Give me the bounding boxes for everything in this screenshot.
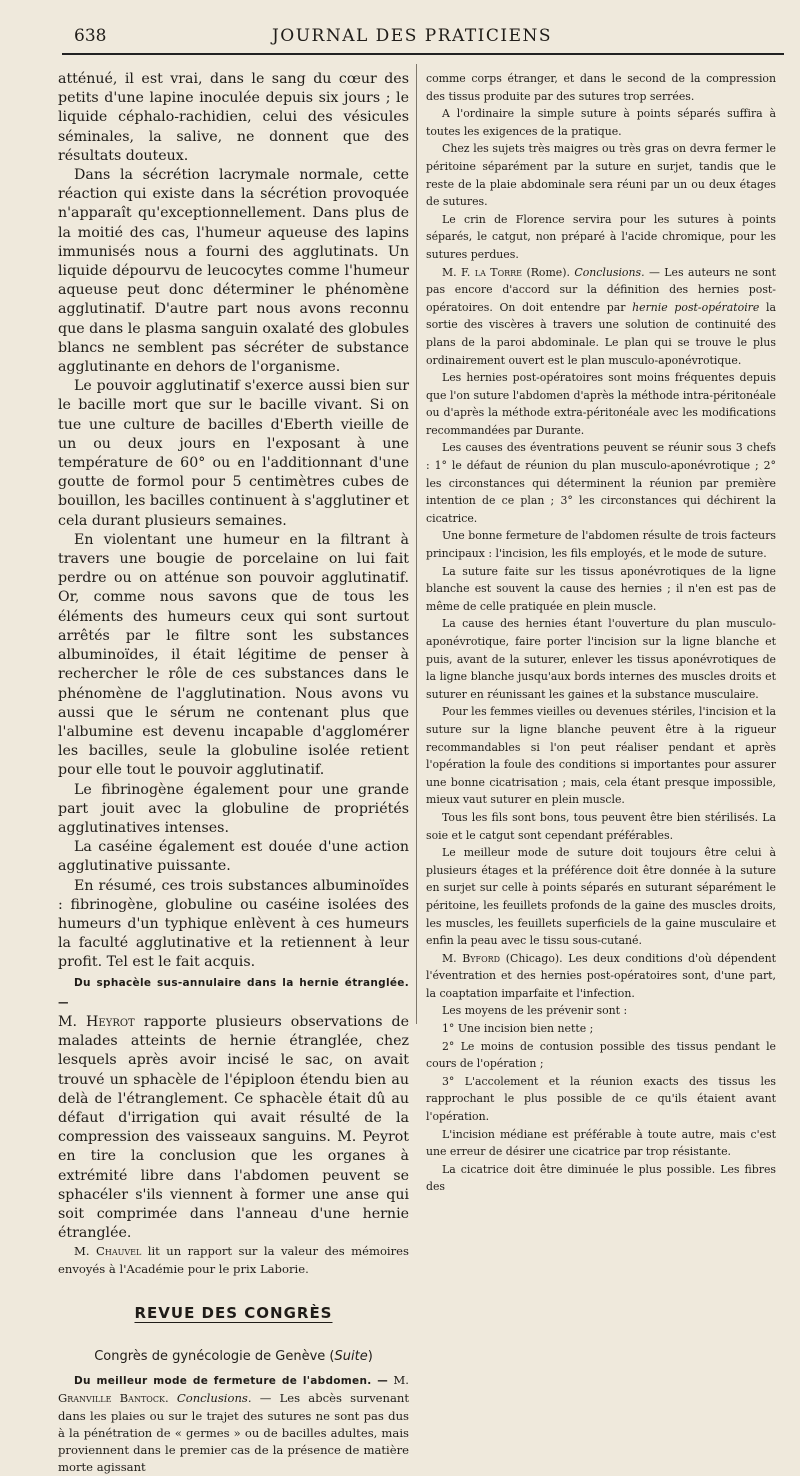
paragraph-body: lit un rapport sur la valeur des mémoires envoyés à l'Académie pour le prix Laborie. (58, 1244, 409, 1276)
author-city: (Rome). (522, 265, 570, 279)
author-name: M. Granville Bantock. (58, 1373, 409, 1406)
left-column (58, 70, 409, 1476)
author-name: M. Heyrot (58, 1013, 135, 1030)
congress-suite: Suite (334, 1349, 368, 1364)
paragraph: Le meilleur mode de suture doit toujours être celui à plusieurs étages et la préférence doit être donnée à la suture en surjet sur celle à points séparés en suturant séparément le péritoine, les feuillets profonds de la gaine des muscles droits, les muscles, les feuillets superficiels de la gaine musculaire et enfin la peau avec le tissu sous-cutané. (426, 846, 776, 948)
column-divider (416, 64, 417, 1024)
paragraph: La caséine également est douée d'une action agglutinative puissante. (58, 839, 409, 875)
paragraph: Tous les fils sont bons, tous peuvent être bien stérilisés. La soie et le catgut sont cependant préférables. (426, 810, 776, 842)
running-title: JOURNAL DES PRATICIENS (271, 26, 553, 46)
paragraph: Chez les sujets très maigres ou très gras on devra fermer le péritoine séparément par la suture en surjet, tandis que le reste de la plaie abdominale sera réuni par un ou deux étages de sutures. (426, 142, 776, 209)
conclusions-label: Conclusions. (569, 265, 645, 279)
paragraph: Les causes des éventrations peuvent se réunir sous 3 chefs : 1° le défaut de réunion du plan musculo-aponévrotique ; 2° les circonstances qui déterminent la réunion par première intention de ce plan ; 3° les circonstances qui déchirent la cicatrice. (426, 441, 776, 525)
paragraph: atténué, il est vrai, dans le sang du cœur des petits d'une lapine inoculée depuis six jours ; le liquide céphalo-rachidien, celui des vésicules séminales, la salive, ne donnent que des résultats douteux. (58, 71, 409, 164)
paragraph: comme corps étranger, et dans le second de la compression des tissus produite par des sutures trop serrées. (426, 72, 776, 103)
paragraph: En violentant une humeur en la filtrant à travers une bougie de porcelaine on lui fait perdre ou on atténue son pouvoir agglutinatif. Or, comme nous savons que de tous les éléments des humeurs ceux qui sont surtout arrêtés par le filtre sont les substances albuminoïdes, il était légitime de penser à rechercher le rôle de ces substances dans le phénomène de l'agglutination. Nous avons vu aussi que le sérum ne contenant plus que l'albumine est devenu incapable d'agglomérer les bacilles, seule la globuline isolée retient pour elle tout le pouvoir agglutinatif. (58, 531, 409, 779)
paragraph: Le crin de Florence servira pour les sutures à points séparés, le catgut, non préparé à l'acide chromique, pour les sutures perdues. (426, 212, 776, 261)
paragraph-body: — Les abcès survenant dans les plaies ou sur le trajet des sutures ne sont pas dus à la pénétration de « germes » ou de bacilles adultes, mais proviennent dans le premier cas de la présence de matière morte agissant (58, 1391, 409, 1475)
congress-title-text: Congrès de gynécologie de Genève ( (94, 1349, 335, 1364)
paragraph: Une bonne fermeture de l'abdomen résulte de trois facteurs principaux : l'incision, les fils employés, et le mode de suture. (426, 529, 776, 561)
paragraph: La cause des hernies étant l'ouverture du plan musculo-aponévrotique, faire porter l'incision sur la ligne blanche et puis, avant de la suturer, enlever les tissus aponévrotiques de la ligne blanche jusqu'aux bords internes des muscles droits et suturer en réunissant les gaines et la substance musculaire. (426, 617, 776, 701)
paragraph: En résumé, ces trois substances albuminoïdes : fibrinogène, globuline ou caséine isolées des humeurs d'un typhique enlèvent à ces humeurs la faculté agglutinative et la retiennent à leur profit. Tel est le fait acquis. (58, 877, 409, 971)
paragraph: Les moyens de les prévenir sont : (442, 1004, 628, 1018)
defined-term: hernie post-opératoire (632, 300, 760, 314)
paragraph: Le pouvoir agglutinatif s'exerce aussi bien sur le bacille mort que sur le bacille vivant. Si on tue une culture de bacilles d'Eberth vieille de un ou deux jours en l'exposant à une température de 60° ou en l'additionnant d'une goutte de formol pour 5 centimètres cubes de bouillon, les bacilles continuent à s'agglutiner et cela durant plusieurs semaines. (58, 378, 409, 529)
page-number: 638 (74, 26, 107, 46)
paragraph: L'incision médiane est préférable à toute autre, mais c'est une erreur de désirer une cicatrice par trop résistante. (426, 1127, 776, 1159)
author-name: M. Chauvel (74, 1244, 142, 1259)
page-header (62, 26, 762, 50)
paragraph-body: (Chicago). Les deux conditions d'où dépendent l'éventration et des hernies post-opératoires sont, d'une part, la coaptation imparfaite et l'infection. (426, 951, 777, 1000)
paragraph-chauvel (58, 1243, 409, 1277)
paragraph: Les hernies post-opératoires sont moins fréquentes depuis que l'on suture l'abdomen d'après la méthode intra-péritonéale ou d'après la méthode extra-péritonéale avec les modifications recommandées par Durante. (426, 371, 776, 437)
paragraph: 2° Le moins de contusion possible des tissus pendant le cours de l'opération ; (426, 1039, 776, 1071)
paragraph-la-torre (426, 264, 776, 370)
paragraph: La suture faite sur les tissus aponévrotiques de la ligne blanche est souvent la cause des hernies ; il n'en est pas de même de celle pratiquée en plein muscle. (426, 564, 776, 613)
paragraph-body: la sortie des viscères à travers une solution de continuité des plans de la paroi abdominale. Le plan qui se trouve le plus ordinairement ouvert est le plan musculo-aponévrotique. (426, 300, 776, 367)
paragraph: Dans la sécrétion lacrymale normale, cette réaction qui existe dans la sécrétion provoquée n'apparaît qu'exceptionnellement. Dans plus de la moitié des cas, l'humeur aqueuse des lapins immunisés nous a fourni des agglutinats. Un liquide dépourvu de leucocytes comme l'humeur aqueuse peut donc déterminer le phénomène agglutinatif. D'autre part nous avons reconnu que dans le plasma sanguin oxalaté des globules blancs ne semblent pas sécréter de substance agglutinante en dehors de l'organisme. (58, 167, 409, 376)
run-in-heading: Du meilleur mode de fermeture de l'abdomen. — (74, 1375, 389, 1388)
paragraph-bantock (58, 1372, 409, 1476)
right-column (426, 70, 776, 1196)
paragraph: Pour les femmes vieilles ou devenues stériles, l'incision et la suture sur la ligne blanche peuvent être à la rigueur recommandables si l'on peut réaliser pendant et après l'opération la foule des conditions si importantes pour assurer une bonne cicatrisation ; mais, cela étant presque impossible, mieux vaut suturer en plein muscle. (426, 705, 776, 807)
author-name: M. Byford (442, 951, 501, 965)
congress-title-close: ) (367, 1349, 373, 1364)
paragraph: 1° Une incision bien nette ; (442, 1022, 594, 1036)
author-name: M. F. la Torre (442, 265, 523, 279)
paragraph: Le fibrinogène également pour une grande part jouit avec la globuline de propriétés agglutinatives intenses. (58, 781, 409, 836)
section-title: REVUE DES CONGRÈS (134, 1303, 333, 1322)
paragraph: La cicatrice doit être diminuée le plus possible. Les fibres des (426, 1162, 776, 1194)
paragraph: A l'ordinaire la simple suture à points séparés suffira à toutes les exigences de la pratique. (426, 107, 776, 138)
congress-title (58, 1347, 409, 1366)
conclusions-label: Conclusions. (168, 1391, 252, 1406)
paragraph-heading-hernie (58, 973, 409, 1244)
run-in-heading: Du sphacèle sus-annulaire dans la hernie étranglée. — (58, 976, 409, 1009)
paragraph: 3° L'accolement et la réunion exacts des tissus les rapprochant le plus possible de ce qu'ils étaient avant l'opération. (426, 1074, 776, 1124)
paragraph-body: rapporte plusieurs observations de malades atteints de hernie étranglée, chez lesquels après avoir incisé le sac, on avait trouvé un sphacèle de l'épiploon étendu bien au delà de l'étranglement. Ce sphacèle était dû au défaut d'irrigation qui avait résulté de la compression des vaisseaux sanguins. M. Peyrot en tire la conclusion que les organes à extrémité libre dans l'abdomen peuvent se sphacéler s'ils viennent à former une anse qui soit comprimée dans l'anneau d'une hernie étranglée. (58, 1013, 409, 1242)
header-rule (62, 53, 784, 55)
paragraph-byford (426, 950, 776, 1003)
paragraph-body: — Les auteurs ne sont pas encore d'accord sur la définition des hernies post-opératoires. On doit entendre par (426, 265, 776, 314)
